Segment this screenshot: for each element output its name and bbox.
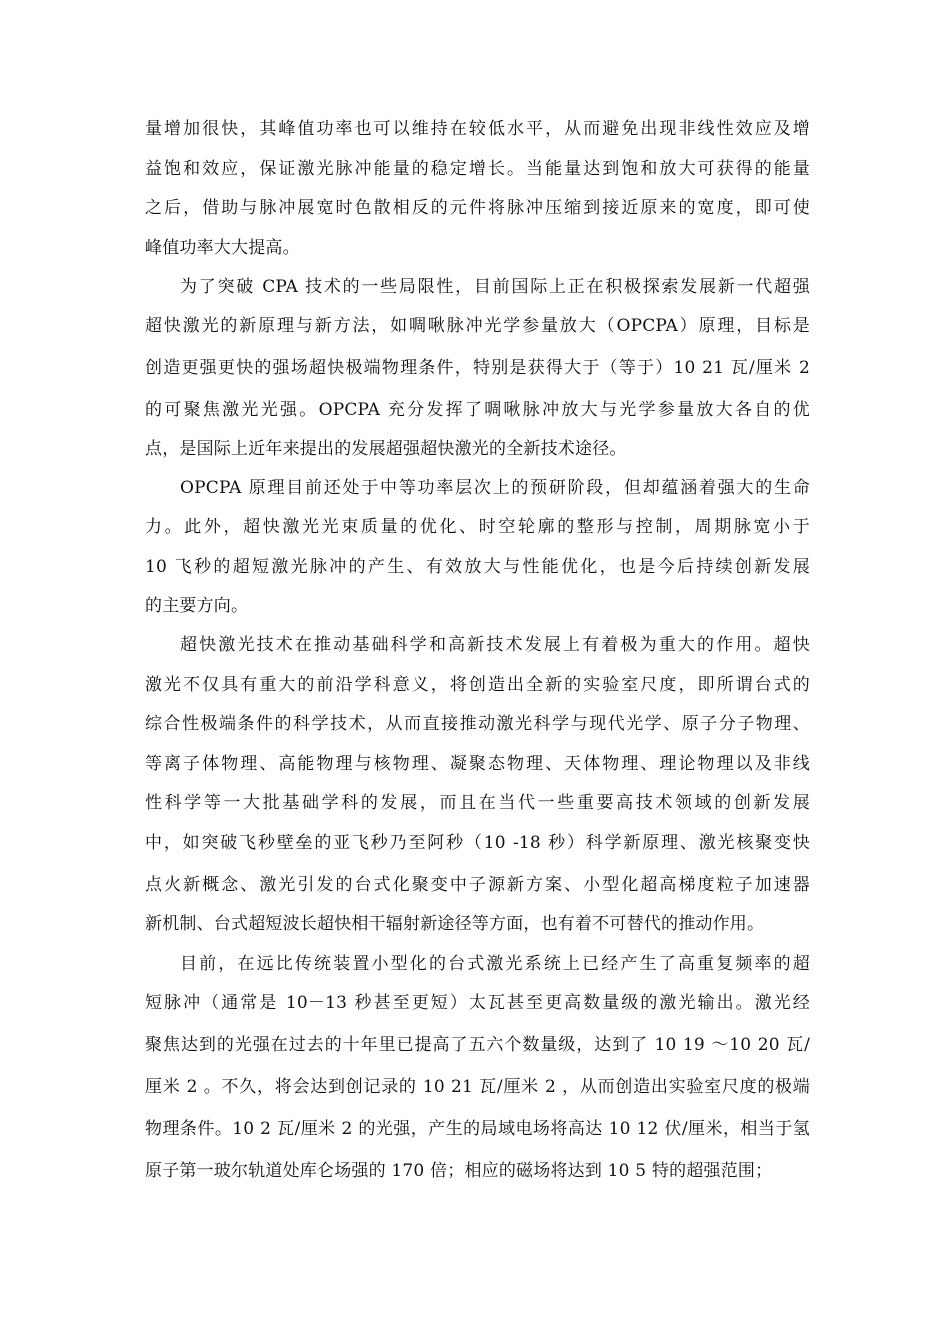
text-line: 量增加很快，其峰值功率也可以维持在较低水平，从而避免出现非线性效应及增: [145, 119, 810, 139]
text-line: 原子第一玻尔轨道处库仑场强的 170 倍；相应的磁场将达到 10 5 特的超强范围；: [145, 1161, 773, 1181]
text-line: 力。此外，超快激光光束质量的优化、时空轮廓的整形与控制，周期脉宽小于: [145, 517, 810, 537]
text-line: 综合性极端条件的科学技术，从而直接推动激光科学与现代光学、原子分子物理、: [145, 714, 810, 734]
text-line: 的可聚焦激光光强。OPCPA 充分发挥了啁啾脉冲放大与光学参量放大各自的优: [145, 400, 810, 420]
text-line: 点，是国际上近年来提出的发展超强超快激光的全新技术途径。: [145, 439, 627, 459]
text-line: 厘米 2 。不久，将会达到创记录的 10 21 瓦/厘米 2 ，从而创造出实验室尺度的极端: [145, 1077, 810, 1097]
text-line: 物理条件。10 2 瓦/厘米 2 的光强，产生的局域电场将高达 10 12 伏/厘米，相当于氢: [145, 1119, 810, 1139]
text-line: 聚焦达到的光强在过去的十年里已提高了五六个数量级，达到了 10 19 ～10 20 瓦/: [145, 1035, 810, 1055]
text-line: 新机制、台式超短波长超快相干辐射新途径等方面，也有着不可替代的推动作用。: [145, 914, 765, 934]
text-line: 益饱和效应，保证激光脉冲能量的稳定增长。当能量达到饱和放大可获得的能量: [145, 159, 810, 179]
text-line: 性科学等一大批基础学科的发展，而且在当代一些重要高技术领域的创新发展: [145, 793, 810, 813]
text-line: 的主要方向。: [145, 596, 249, 616]
text-line: OPCPA 原理目前还处于中等功率层次上的预研阶段，但却蕴涵着强大的生命: [180, 478, 810, 498]
text-line: 目前，在远比传统装置小型化的台式激光系统上已经产生了高重复频率的超: [180, 954, 810, 974]
text-line: 点火新概念、激光引发的台式化聚变中子源新方案、小型化超高梯度粒子加速器: [145, 875, 810, 895]
text-line: 峰值功率大大提高。: [145, 238, 300, 258]
text-line: 为了突破 CPA 技术的一些局限性，目前国际上正在积极探索发展新一代超强: [180, 277, 810, 297]
text-line: 超快激光的新原理与新方法，如啁啾脉冲光学参量放大（OPCPA）原理，目标是: [145, 316, 810, 336]
text-line: 激光不仅具有重大的前沿学科意义，将创造出全新的实验室尺度，即所谓台式的: [145, 675, 810, 695]
text-line: 短脉冲（通常是 10－13 秒甚至更短）太瓦甚至更高数量级的激光输出。激光经: [145, 993, 810, 1013]
text-line: 创造更强更快的强场超快极端物理条件，特别是获得大于（等于）10 21 瓦/厘米 2: [145, 358, 810, 378]
text-line: 中，如突破飞秒壁垒的亚飞秒乃至阿秒（10 -18 秒）科学新原理、激光核聚变快: [145, 833, 810, 853]
text-line: 超快激光技术在推动基础科学和高新技术发展上有着极为重大的作用。超快: [180, 635, 810, 655]
text-line: 等离子体物理、高能物理与核物理、凝聚态物理、天体物理、理论物理以及非线: [145, 754, 810, 774]
text-line: 之后，借助与脉冲展宽时色散相反的元件将脉冲压缩到接近原来的宽度，即可使: [145, 198, 810, 218]
text-line: 10 飞秒的超短激光脉冲的产生、有效放大与性能优化，也是今后持续创新发展: [145, 557, 810, 577]
